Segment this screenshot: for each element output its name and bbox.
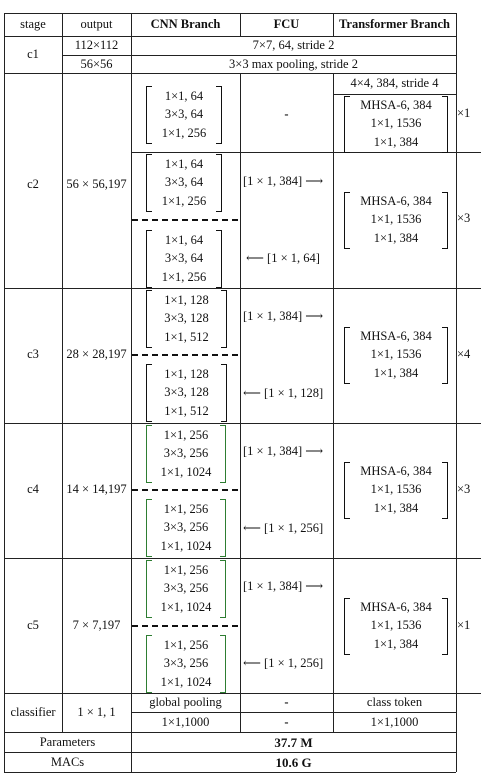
layer-spec: 1×1, 1024 <box>160 599 212 614</box>
fcu-none: - <box>284 107 289 121</box>
rule <box>62 55 456 56</box>
layer-spec: 1×1, 128 <box>164 367 209 381</box>
parameters-value: 37.7 M <box>274 735 313 750</box>
layer-spec: 1×1, 384 <box>373 636 419 651</box>
output-size: 14 × 14,197 <box>66 482 127 496</box>
right-bracket <box>221 290 227 348</box>
layer-spec: 3×3, 64 <box>164 107 204 122</box>
rule <box>4 752 456 753</box>
layer-spec: 1×1, 512 <box>164 403 209 418</box>
layer-spec: 1×1, 1536 <box>370 618 422 633</box>
layer-spec: 1×1, 1536 <box>370 482 422 497</box>
class-token: class token <box>366 695 423 709</box>
layer-spec: 1×1, 256 <box>163 563 209 577</box>
output-size: 7 × 7,197 <box>72 618 121 632</box>
layer-spec: 1×1, 256 <box>161 193 207 208</box>
layer-spec: 1×1, 1536 <box>370 212 422 227</box>
right-bracket <box>442 462 448 519</box>
layer-spec: 1×1, 256 <box>161 269 207 284</box>
layer-spec: 3×3, 256 <box>163 656 209 671</box>
dashed-separator <box>132 219 238 221</box>
layer-spec: 1×1, 384 <box>373 365 419 380</box>
rule <box>4 36 456 37</box>
rule <box>4 772 456 773</box>
right-bracket <box>220 635 226 693</box>
right-bracket <box>220 560 226 618</box>
rule <box>333 73 334 732</box>
right-bracket <box>216 86 222 144</box>
layer-spec: 3×3, 128 <box>164 311 209 326</box>
layer-spec: 3×3, 256 <box>163 520 209 535</box>
layer-spec: 1×1, 256 <box>163 428 209 442</box>
fcu-up: ⟵ [1 × 1, 64] <box>246 251 320 265</box>
layer-spec: 1×1, 128 <box>164 293 209 307</box>
stage-label: c4 <box>27 482 39 496</box>
output-size: 28 × 28,197 <box>66 347 127 361</box>
macs-value: 10.6 G <box>275 755 312 770</box>
right-bracket <box>442 598 448 655</box>
rule <box>131 712 456 713</box>
macs-label: MACs <box>50 755 85 769</box>
dashed-separator <box>132 625 238 627</box>
layer-spec: 1×1, 256 <box>161 125 207 140</box>
layer-spec: 1×1, 1024 <box>160 674 212 689</box>
stage-label: c2 <box>27 177 39 191</box>
layer-spec: 3×3, 64 <box>164 251 204 266</box>
header-transformer-branch: Transformer Branch <box>339 17 450 31</box>
global-pooling: global pooling <box>149 695 222 709</box>
rule <box>240 73 241 732</box>
stage-label: c5 <box>27 618 39 632</box>
layer-spec: MHSA-6, 384 <box>360 600 432 614</box>
output-size: 56 × 56,197 <box>66 177 127 191</box>
layer-spec: 1×1, 64 <box>164 157 204 171</box>
layer-spec: 1×1, 384 <box>373 500 419 515</box>
right-bracket <box>220 499 226 557</box>
fcu-down: [1 × 1, 384] ⟶ <box>243 309 324 323</box>
stage-label: classifier <box>10 705 56 719</box>
layer-spec: MHSA-6, 384 <box>360 98 432 112</box>
repeat-count: ×3 <box>457 482 471 496</box>
layer-spec: 1×1, 256 <box>163 502 209 516</box>
layer-spec: 3×3, 256 <box>163 581 209 596</box>
repeat-count: ×3 <box>457 211 471 225</box>
output-size: 1 × 1, 1 <box>77 705 116 719</box>
rule <box>4 423 481 424</box>
layer-spec: MHSA-6, 384 <box>360 464 432 478</box>
header-output: output <box>80 17 113 31</box>
right-bracket <box>216 230 222 288</box>
cnn-fc: 1×1,1000 <box>161 715 210 729</box>
rule <box>4 13 456 14</box>
fcu-down: [1 × 1, 384] ⟶ <box>243 579 324 593</box>
dashed-separator <box>132 489 238 491</box>
layer-spec: 1×1, 64 <box>164 89 204 103</box>
layer-spec: 1×1, 256 <box>163 638 209 652</box>
repeat-count: ×1 <box>457 106 471 120</box>
repeat-count: ×1 <box>457 618 471 632</box>
header-stage: stage <box>20 17 46 31</box>
fcu-down: [1 × 1, 384] ⟶ <box>243 174 324 188</box>
right-bracket <box>221 364 227 422</box>
layer-spec: MHSA-6, 384 <box>360 194 432 208</box>
fcu-up: ⟵ [1 × 1, 128] <box>243 386 324 400</box>
rule <box>456 13 457 772</box>
fcu-none: - <box>284 715 289 729</box>
layer-spec: 3×3, 64 <box>164 175 204 190</box>
transformer-stem: 4×4, 384, stride 4 <box>350 76 439 90</box>
layer-spec: 3×3, 128 <box>164 385 209 400</box>
rule <box>131 13 132 772</box>
dashed-separator <box>132 354 238 356</box>
rule <box>131 152 481 153</box>
output-size: 56×56 <box>80 57 113 71</box>
repeat-count: ×4 <box>457 347 471 361</box>
stage-label: c1 <box>27 47 39 61</box>
layer-spec: 1×1, 384 <box>373 230 419 245</box>
fcu-up: ⟵ [1 × 1, 256] <box>243 656 324 670</box>
stem-conv: 7×7, 64, stride 2 <box>252 38 335 52</box>
rule <box>4 288 481 289</box>
rule <box>4 693 481 694</box>
parameters-label: Parameters <box>39 735 96 749</box>
fcu-none: - <box>284 695 289 709</box>
fcu-down: [1 × 1, 384] ⟶ <box>243 444 324 458</box>
stem-pool: 3×3 max pooling, stride 2 <box>229 57 358 71</box>
header-cnn-branch: CNN Branch <box>150 17 221 31</box>
layer-spec: 1×1, 1024 <box>160 538 212 553</box>
right-bracket <box>442 327 448 384</box>
rule <box>4 732 456 733</box>
fcu-up: ⟵ [1 × 1, 256] <box>243 521 324 535</box>
layer-spec: 1×1, 1024 <box>160 464 212 479</box>
layer-spec: 3×3, 256 <box>163 446 209 461</box>
right-bracket <box>216 154 222 212</box>
rule <box>333 94 456 95</box>
right-bracket <box>442 192 448 249</box>
layer-spec: 1×1, 1536 <box>370 347 422 362</box>
transformer-fc: 1×1,1000 <box>370 715 419 729</box>
layer-spec: 1×1, 512 <box>164 329 209 344</box>
right-bracket <box>442 96 448 153</box>
layer-spec: 1×1, 1536 <box>370 116 422 131</box>
header-fcu: FCU <box>273 17 300 31</box>
layer-spec: 1×1, 64 <box>164 233 204 247</box>
output-size: 112×112 <box>74 38 119 52</box>
right-bracket <box>220 425 226 483</box>
rule <box>4 73 456 74</box>
rule <box>4 13 5 772</box>
layer-spec: MHSA-6, 384 <box>360 329 432 343</box>
layer-spec: 1×1, 384 <box>373 134 419 149</box>
stage-label: c3 <box>27 347 39 361</box>
rule <box>4 558 481 559</box>
